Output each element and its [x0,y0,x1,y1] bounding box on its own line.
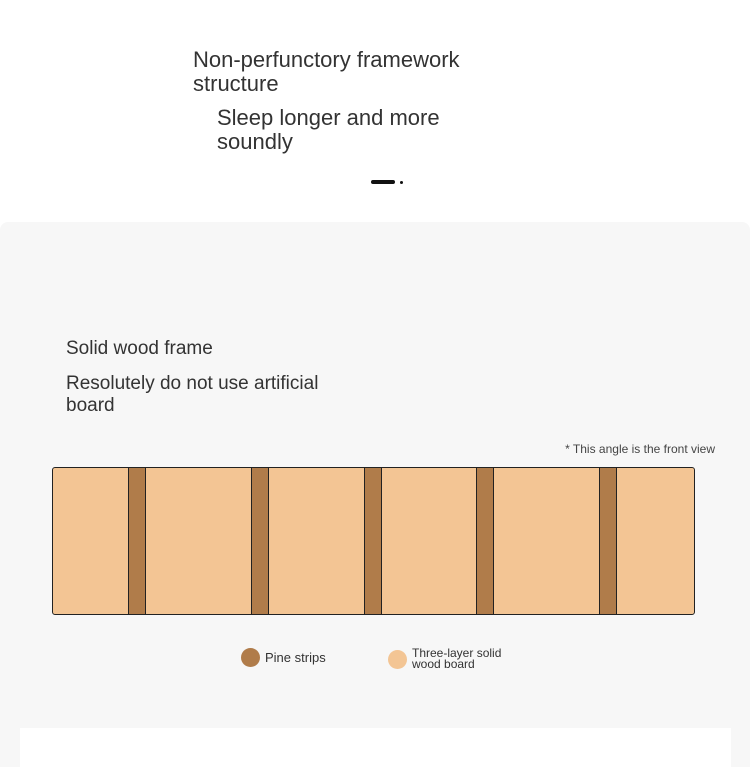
legend-label: Pine strips [265,649,326,665]
page-subtitle: Sleep longer and more soundly [217,105,440,154]
wood-board-diagram [52,467,695,615]
legend-item-board [388,648,512,670]
legend-item-pine [241,648,326,667]
pine-strip [128,468,146,614]
pine-strip [599,468,617,614]
pager-active-indicator[interactable] [371,180,395,184]
bottom-card [20,728,731,767]
section-title: Solid wood frame [66,338,213,359]
view-note: * This angle is the front view [565,442,715,456]
board-swatch-icon [388,650,407,669]
legend-label: Three-layer solid wood board [412,646,502,671]
pine-strip [364,468,382,614]
pine-strip [251,468,269,614]
page-title: Non-perfunctory framework structure [193,47,460,96]
pine-swatch-icon [241,648,260,667]
pager-dot[interactable] [400,181,403,184]
section-subtitle: Resolutely do not use artificial board [66,373,319,416]
pine-strip [476,468,494,614]
frame-panel [0,222,750,767]
legend [0,648,750,678]
carousel-pager [371,180,403,184]
